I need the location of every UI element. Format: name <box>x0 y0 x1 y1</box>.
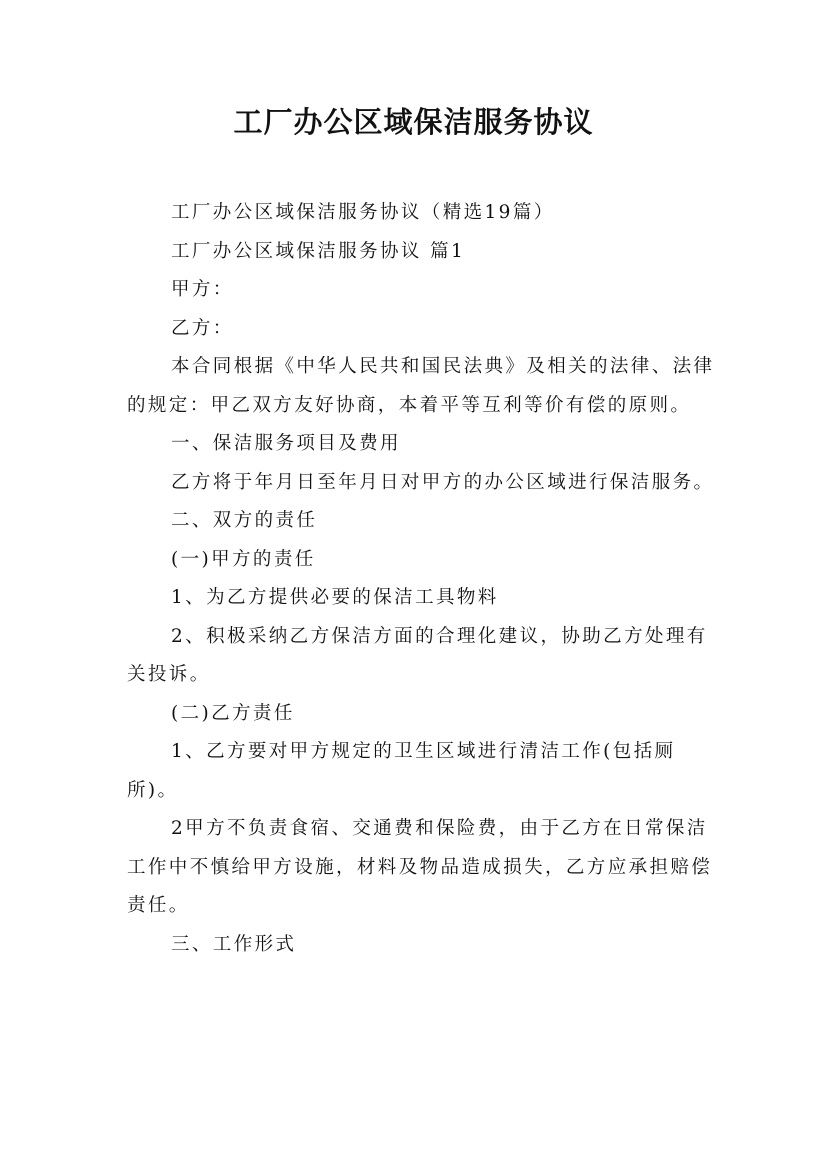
paragraph-service-period: 乙方将于年月日至年月日对甲方的办公区域进行保洁服务。 <box>171 471 715 493</box>
document-body <box>127 194 717 964</box>
paragraph-party-a: 甲方： <box>171 279 234 300</box>
paragraph-subtitle: 工厂办公区域保洁服务协议（精选19篇） <box>171 202 555 223</box>
paragraph-heading-1: 一、保洁服务项目及费用 <box>171 433 401 454</box>
paragraph-preamble: 本合同根据《中华人民共和国民法典》及相关的法律、法律的规定：甲乙双方友好协商，本着平等互利等价有偿的原则。 <box>127 356 715 416</box>
paragraph-item-a2: 2、积极采纳乙方保洁方面的合理化建议，协助乙方处理有关投诉。 <box>127 625 708 685</box>
paragraph-party-b: 乙方： <box>171 317 234 339</box>
paragraph-section-heading: 工厂办公区域保洁服务协议 篇1 <box>171 240 466 262</box>
paragraph-item-b2: 2甲方不负责食宿、交通费和保险费，由于乙方在日常保洁工作中不慎给甲方设施，材料及物品造成损失，乙方应承担赔偿责任。 <box>127 818 713 916</box>
paragraph-heading-2: 二、双方的责任 <box>171 510 318 531</box>
paragraph-subheading-a: (一)甲方的责任 <box>171 548 316 570</box>
paragraph-heading-3: 三、工作形式 <box>171 933 297 955</box>
paragraph-item-b1: 1、乙方要对甲方规定的卫生区域进行清洁工作(包括厕所)。 <box>127 741 676 801</box>
paragraph-subheading-b: (二)乙方责任 <box>171 702 295 724</box>
document-title: 工厂办公区域保洁服务协议 <box>233 105 594 139</box>
paragraph-item-a1: 1、为乙方提供必要的保洁工具物料 <box>171 587 499 608</box>
